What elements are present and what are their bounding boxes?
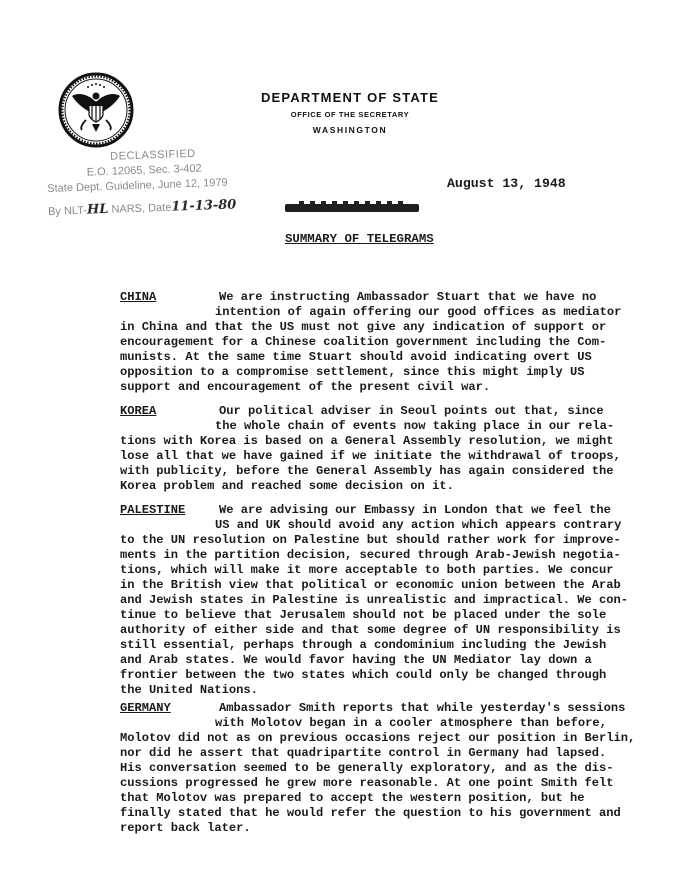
state-department-seal-icon xyxy=(58,72,134,148)
paragraph-line: in China and that the US must not give any indication of support or xyxy=(120,320,607,334)
letterhead xyxy=(250,90,450,135)
paragraph-line: encouragement for a Chinese coalition government including the Com- xyxy=(120,335,607,349)
paragraph-line: with Molotov began in a cooler atmosphere than before, xyxy=(215,716,607,730)
paragraph-line: intention of again offering our good offices as mediator xyxy=(215,305,622,319)
paragraph-line: support and encouragement of the present civil war. xyxy=(120,380,491,394)
paragraph-line: report back later. xyxy=(120,821,251,835)
document-date: August 13, 1948 xyxy=(447,176,566,191)
stamp-prefix: By NLT- xyxy=(47,204,88,218)
paragraph-line: with publicity, before the General Assembly has again considered the xyxy=(120,464,614,478)
declassified-stamp xyxy=(46,145,237,220)
paragraph-line: authority of either side and that some degree of UN responsibility is xyxy=(120,623,621,637)
section-heading: PALESTINE xyxy=(120,503,186,517)
stamp-line-2: E.O. 12065, Sec. 3-402 xyxy=(86,162,202,179)
paragraph-line: We are instructing Ambassador Stuart that we have no xyxy=(219,290,597,304)
paragraph-line: Our political adviser in Seoul points out that, since xyxy=(219,404,604,418)
paragraph-line: and Arab states. We would favor having the UN Mediator lay down a xyxy=(120,653,592,667)
paragraph-line: that Molotov was prepared to accept the western position, but he xyxy=(120,791,585,805)
stamp-line-1: DECLASSIFIED xyxy=(109,147,196,163)
paragraph-line: still essential, perhaps through a condominium including the Jewish xyxy=(120,638,607,652)
paragraph-line: to the UN resolution on Palestine but should rather work for improve- xyxy=(120,533,621,547)
section-china xyxy=(120,290,620,395)
section-korea xyxy=(120,404,620,494)
paragraph-line: We are advising our Embassy in London that we feel the xyxy=(219,503,611,517)
paragraph-line: and Jewish states in Palestine is unrealistic and impractical. We con- xyxy=(120,593,629,607)
paragraph-line: ments in the partition decision, secured through Arab-Jewish negotia- xyxy=(120,548,621,562)
paragraph-line: Molotov did not as on previous occasions reject our position in Berlin, xyxy=(120,731,636,745)
office-name: OFFICE OF THE SECRETARY xyxy=(290,110,410,119)
paragraph-line: the United Nations. xyxy=(120,683,258,697)
paragraph-line: finally stated that he would refer the question to his government and xyxy=(120,806,621,820)
paragraph-line: tions, which will make it more acceptable to both parties. We concur xyxy=(120,563,614,577)
stamp-line-3: State Dept. Guideline, June 12, 1979 xyxy=(47,176,228,195)
stamp-date: 11-13-80 xyxy=(171,197,237,215)
paragraph-line: cussions progressed he grew more reasonable. At one point Smith felt xyxy=(120,776,614,790)
paragraph-line: opposition to a compromise settlement, since this might imply US xyxy=(120,365,585,379)
paragraph-line: His conversation seemed to be generally exploratory, and as the dis- xyxy=(120,761,614,775)
redacted-classification xyxy=(285,204,419,212)
paragraph-line: tinue to believe that Jerusalem should not be placed under the sole xyxy=(120,608,607,622)
stamp-middle: NARS, Date xyxy=(108,201,172,216)
paragraph-line: in the British view that political or economic union between the Arab xyxy=(120,578,621,592)
paragraph-line: munists. At the same time Stuart should avoid indicating overt US xyxy=(120,350,592,364)
stamp-line-4 xyxy=(48,197,237,220)
document-title: SUMMARY OF TELEGRAMS xyxy=(285,232,434,246)
section-germany xyxy=(120,701,636,836)
paragraph-line: nor did he assert that quadripartite control in Germany had lapsed. xyxy=(120,746,607,760)
paragraph-line: US and UK should avoid any action which appears contrary xyxy=(215,518,622,532)
department-name: DEPARTMENT OF STATE xyxy=(260,90,440,105)
section-palestine xyxy=(120,503,629,698)
paragraph-line: Ambassador Smith reports that while yesterday's sessions xyxy=(219,701,626,715)
paragraph-line: Korea problem and reached some decision on it. xyxy=(120,479,454,493)
paragraph-line: frontier between the two states which could only be changed through xyxy=(120,668,607,682)
section-heading: KOREA xyxy=(120,404,157,418)
stamp-initials: HL xyxy=(86,201,109,218)
paragraph-line: tions with Korea is based on a General Assembly resolution, we might xyxy=(120,434,614,448)
paragraph-line: lose all that we have gained if we initiate the withdrawal of troops, xyxy=(120,449,621,463)
section-heading: GERMANY xyxy=(120,701,171,715)
paragraph-line: the whole chain of events now taking place in our rela- xyxy=(215,419,615,433)
section-heading: CHINA xyxy=(120,290,157,304)
city-name: WASHINGTON xyxy=(312,125,388,135)
